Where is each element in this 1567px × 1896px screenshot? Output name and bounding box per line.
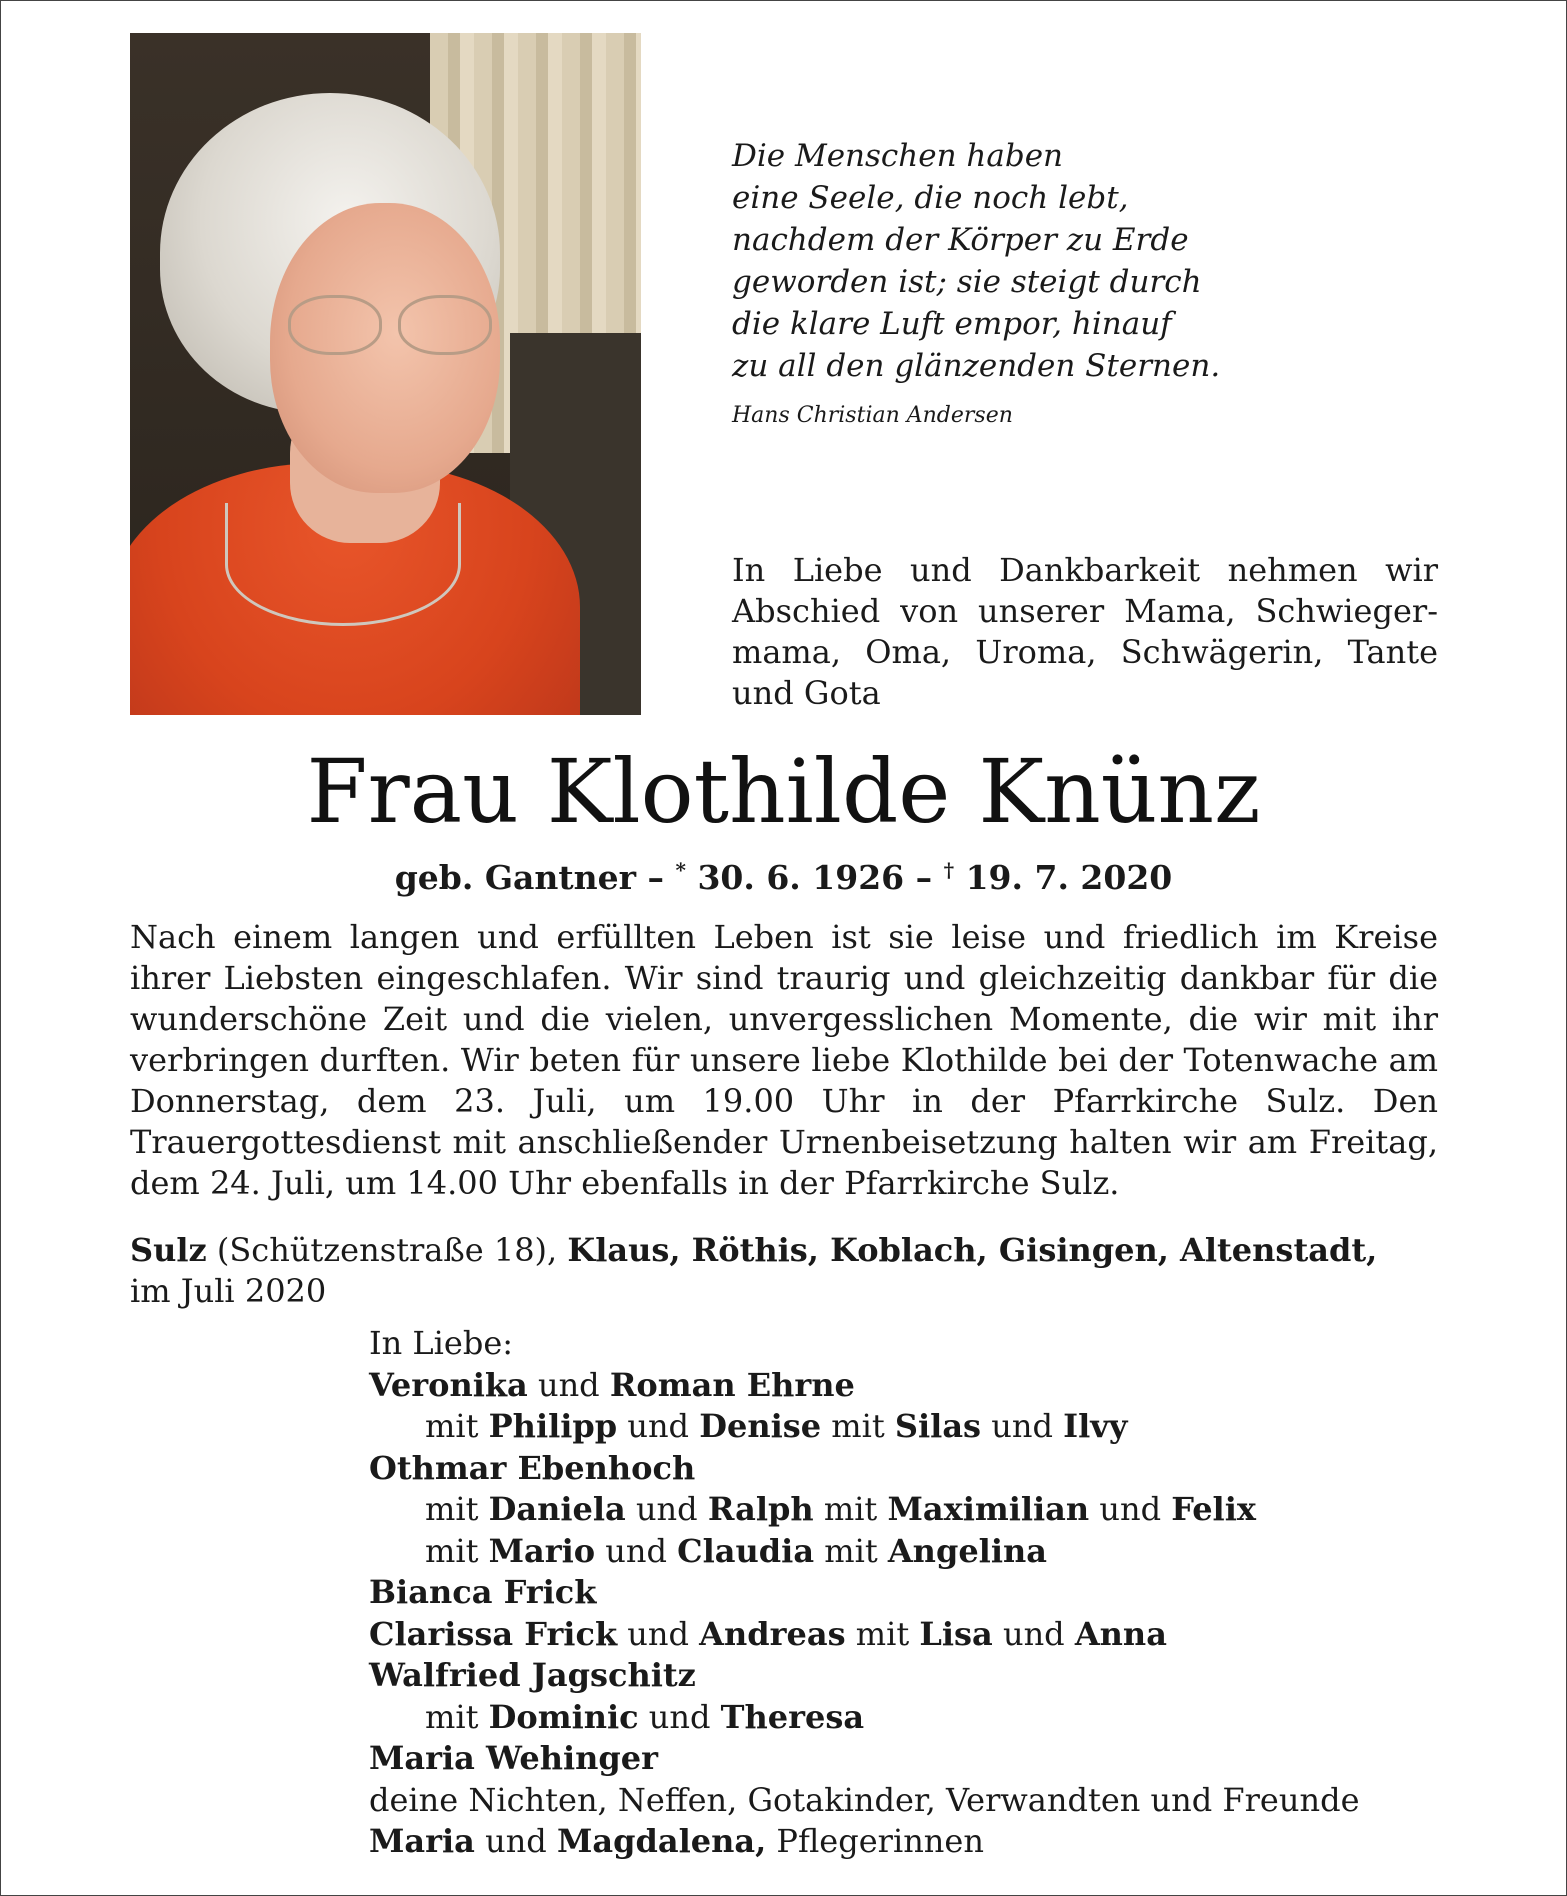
family-connector: und	[981, 1407, 1064, 1445]
quote	[732, 135, 1292, 387]
family-connector: mit	[821, 1407, 895, 1445]
family-name: Othmar Ebenhoch	[369, 1448, 696, 1487]
family-name: Mario	[488, 1531, 596, 1570]
family-name: Silas	[894, 1407, 982, 1445]
place-date: im Juli 2020	[130, 1272, 327, 1310]
family-row	[369, 1406, 1469, 1448]
family-name: Philipp	[488, 1407, 618, 1445]
family-intro: In Liebe:	[369, 1324, 514, 1362]
death-mark: †	[943, 858, 955, 882]
family-name: Ilvy	[1063, 1407, 1128, 1445]
birth-name: geb. Gantner	[394, 858, 636, 897]
death-date: 19. 7. 2020	[954, 858, 1173, 897]
family-name: Clarissa Frick	[369, 1614, 618, 1653]
family-connector: deine Nichten, Neffen, Gotakinder, Verwandten und Freunde	[369, 1780, 1360, 1819]
family-connector: mit	[845, 1614, 920, 1653]
photo-necklace	[225, 503, 461, 626]
family-connector: und	[527, 1365, 610, 1404]
body-text: Nach einem langen und erfüllten Leben ist sie leise und friedlich im Kreise ihrer Liebsten eingeschlafen. Wir sind traurig und gleichzeitig dankbar für die wunderschöne Zeit und die vielen, unvergesslichen Momente, die wir mit ihr verbringen durften. Wir beten für unsere liebe Klothilde bei der Totenwache am Donnerstag, dem 23. Juli, um 19.00 Uhr in der Pfarrkirche Sulz. Den Trauergottesdienst mit anschließender Urnenbeisetzung halten wir am Freitag, dem 24. Juli, um 14.00 Uhr ebenfalls in der Pfarrkirche Sulz.	[130, 918, 1438, 1202]
family-row	[369, 1655, 1469, 1697]
quote-line: die klare Luft empor, hinauf	[732, 306, 1172, 342]
photo-glasses	[288, 295, 498, 351]
family-rows	[369, 1365, 1469, 1863]
family-name: Theresa	[720, 1697, 865, 1736]
birth-date: 30. 6. 1926	[685, 858, 905, 897]
family-list	[369, 1323, 1469, 1863]
separator: –	[904, 858, 944, 897]
family-name: Maximilian	[887, 1490, 1090, 1528]
family-row	[369, 1738, 1469, 1780]
family-connector: mit	[814, 1531, 888, 1570]
family-row	[369, 1780, 1469, 1822]
family-connector: und	[625, 1490, 708, 1528]
place-and-date	[130, 1230, 1438, 1312]
life-dates	[0, 858, 1567, 897]
quote-author: Hans Christian Andersen	[732, 403, 1013, 428]
family-name: Daniela	[488, 1490, 626, 1528]
family-row	[369, 1365, 1469, 1407]
family-row	[369, 1572, 1469, 1614]
quote-line: nachdem der Körper zu Erde	[732, 222, 1189, 258]
family-name: Angelina	[887, 1531, 1047, 1570]
quote-line: Die Menschen haben	[732, 138, 1064, 174]
family-name: Maria Wehinger	[369, 1739, 659, 1777]
family-connector: und	[595, 1531, 678, 1570]
quote-line: zu all den glänzenden Sternen.	[732, 348, 1221, 384]
family-connector: mit	[425, 1407, 489, 1445]
place-address: (Schützenstraße 18),	[206, 1231, 568, 1269]
family-connector: und	[617, 1407, 700, 1445]
intro-text: In Liebe und Dankbarkeit nehmen wir Abschied von unserer Mama, Schwieger-mama, Oma, Uroma, Schwägerin, Tante und Gota	[732, 551, 1438, 712]
quote-line: geworden ist; sie steigt durch	[732, 264, 1202, 300]
family-name: Roman Ehrne	[609, 1365, 855, 1404]
family-name: Maria	[369, 1822, 475, 1860]
family-connector: und	[1089, 1490, 1172, 1528]
family-name: Felix	[1171, 1490, 1256, 1528]
separator: –	[636, 858, 676, 897]
birth-mark: *	[675, 858, 686, 882]
family-name: Anna	[1074, 1614, 1167, 1653]
family-name: Lisa	[919, 1614, 993, 1653]
family-connector: und	[474, 1822, 557, 1860]
family-row	[369, 1531, 1469, 1573]
family-row	[369, 1489, 1469, 1531]
family-connector: mit	[813, 1490, 888, 1528]
family-connector: und	[617, 1614, 700, 1653]
family-row	[369, 1614, 1469, 1656]
family-name: Denise	[699, 1407, 822, 1445]
deceased-name: Frau Klothilde Knünz	[306, 740, 1261, 843]
family-connector: und	[638, 1697, 721, 1736]
portrait-photo	[130, 33, 641, 715]
family-row	[369, 1448, 1469, 1490]
family-row	[369, 1821, 1469, 1863]
place-towns: Klaus, Röthis, Koblach, Gisingen, Altenstadt,	[567, 1231, 1378, 1269]
family-name: Bianca Frick	[369, 1573, 597, 1611]
family-connector: mit	[425, 1531, 489, 1570]
quote-line: eine Seele, die noch lebt,	[732, 180, 1129, 216]
family-connector: und	[992, 1614, 1075, 1653]
family-name: Magdalena,	[556, 1822, 767, 1860]
family-name: Ralph	[707, 1490, 814, 1528]
family-name: Walfried Jagschitz	[369, 1656, 696, 1694]
family-connector: Pflegerinnen	[766, 1822, 984, 1860]
family-name: Veronika	[369, 1365, 528, 1404]
family-connector: mit	[425, 1697, 489, 1736]
family-name: Claudia	[677, 1531, 815, 1570]
family-name: Andreas	[699, 1614, 846, 1653]
family-row	[369, 1697, 1469, 1739]
place-town: Sulz	[130, 1231, 207, 1269]
family-name: Dominic	[488, 1697, 639, 1736]
family-connector: mit	[425, 1490, 489, 1528]
